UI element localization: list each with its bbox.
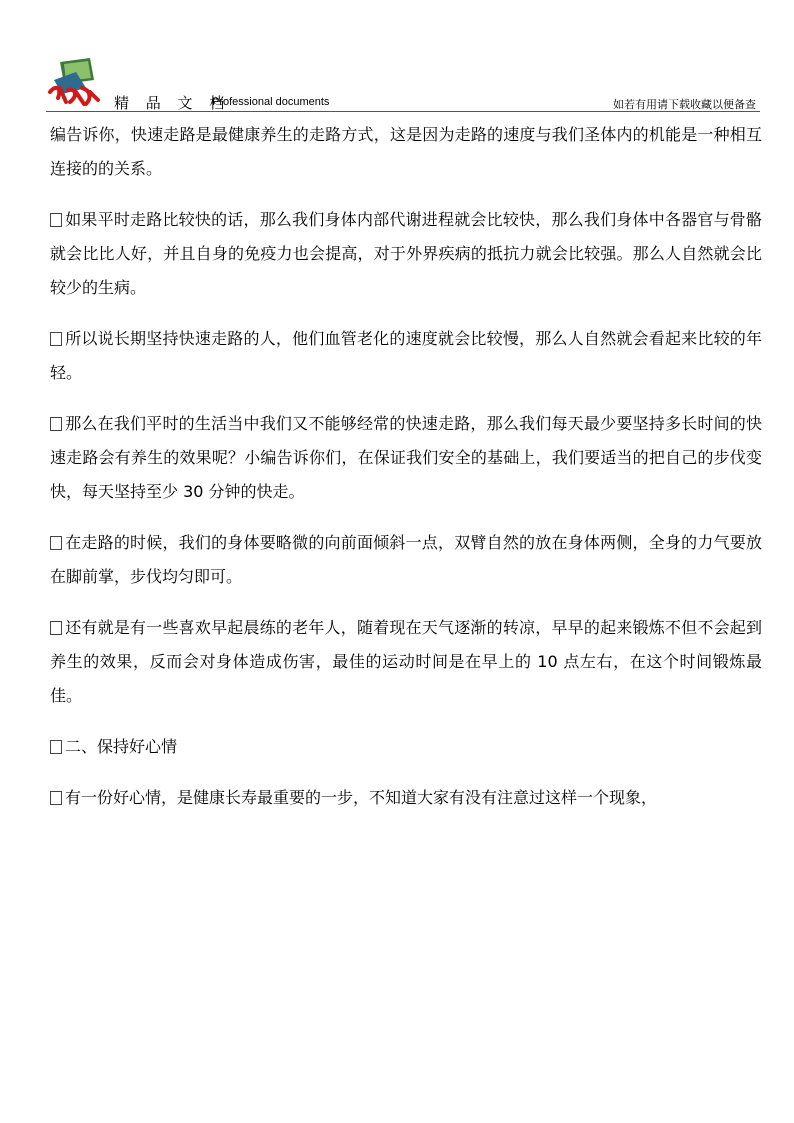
bullet-box-icon — [50, 791, 62, 805]
document-body — [50, 118, 762, 832]
paragraph-6 — [50, 611, 762, 713]
paragraph-text: 有一份好心情，是健康长寿最重要的一步，不知道大家有没有注意过这样一个现象， — [65, 788, 658, 807]
bullet-box-icon — [50, 536, 62, 550]
paragraph-4 — [50, 407, 762, 509]
bullet-box-icon — [50, 740, 62, 754]
section-heading — [50, 730, 762, 764]
paragraph-text: 那么在我们平时的生活当中我们又不能够经常的快速走路，那么我们每天最少要坚持多长时间的快速走路会有养生的效果呢？小编告诉你们，在保证我们安全的基础上，我们要适当的把自己的步伐变快，每天坚持至少 30 分钟的快走。 — [50, 414, 762, 501]
header-title: 精 品 文 档 — [114, 94, 231, 112]
paragraph-text: 二、保持好心情 — [65, 737, 178, 756]
paragraph-text: 所以说长期坚持快速走路的人，他们血管老化的速度就会比较慢，那么人自然就会看起来比较的年轻。 — [50, 329, 762, 382]
bullet-box-icon — [50, 213, 62, 227]
paragraph-text: 还有就是有一些喜欢早起晨练的老年人，随着现在天气逐渐的转凉，早早的起来锻炼不但不会起到养生的效果，反而会对身体造成伤害，最佳的运动时间是在早上的 10 点左右，在这个时间锻炼最佳。 — [50, 618, 762, 705]
page-header — [0, 0, 794, 120]
bullet-box-icon — [50, 417, 62, 431]
paragraph-2 — [50, 203, 762, 305]
paragraph-3 — [50, 322, 762, 390]
header-divider — [46, 111, 760, 112]
paragraph-text: 在走路的时候，我们的身体要略微的向前面倾斜一点，双臂自然的放在身体两侧，全身的力气要放在脚前掌，步伐均匀即可。 — [50, 533, 762, 586]
zhishi-book-logo-icon — [46, 58, 106, 108]
paragraph-5 — [50, 526, 762, 594]
paragraph-1 — [50, 118, 762, 186]
bullet-box-icon — [50, 332, 62, 346]
header-note: 如若有用请下载收藏以便备查 — [613, 98, 756, 111]
paragraph-text: 编告诉你，快速走路是最健康养生的走路方式，这是因为走路的速度与我们圣体内的机能是一种相互连接的的关系。 — [50, 125, 762, 178]
bullet-box-icon — [50, 621, 62, 635]
header-subtitle: Professional documents — [212, 96, 330, 108]
paragraph-8 — [50, 781, 762, 815]
paragraph-text: 如果平时走路比较快的话，那么我们身体内部代谢进程就会比较快，那么我们身体中各器官与骨骼就会比比人好，并且自身的免疫力也会提高，对于外界疾病的抵抗力就会比较强。那么人自然就会比较少的生病。 — [50, 210, 762, 297]
